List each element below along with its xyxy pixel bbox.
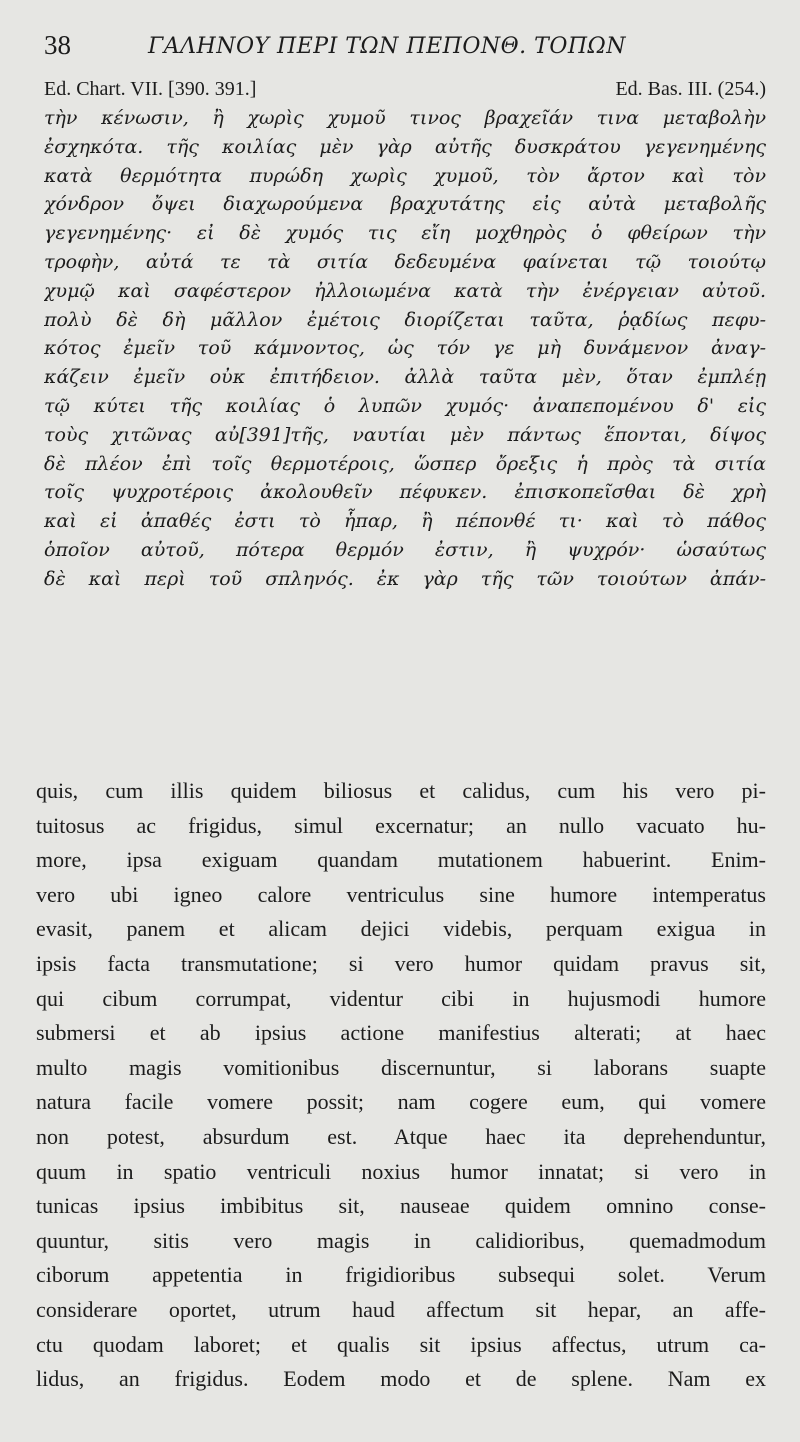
latin-text-line: quis, cum illis quidem biliosus et calidus, cum his vero pi-: [36, 778, 766, 803]
greek-text-line: χόνδρον ὄψει διαχωρούμενα βραχυτάτης εἰς αὐτὰ μεταβολῆς: [44, 193, 766, 216]
greek-text-line: κότος ἐμεῖν τοῦ κάμνοντος, ὡς τόν γε μὴ δυνάμενον ἀναγ-: [44, 337, 766, 360]
page-number: 38: [44, 30, 71, 60]
edition-reference-line: [44, 76, 766, 104]
greek-text-line: δὲ καὶ περὶ τοῦ σπληνός. ἐκ γὰρ τῆς τῶν τοιούτων ἀπάν-: [44, 567, 766, 590]
latin-text-line: evasit, panem et alicam dejici videbis, perquam exigua in: [36, 916, 766, 942]
latin-text-line: tuitosus ac frigidus, simul excernatur; an nullo vacuato hu-: [36, 812, 766, 838]
greek-text-line: πολὺ δὲ δὴ μᾶλλον ἐμέτοις διορίζεται ταῦτα, ῥᾳδίως πεφυ-: [44, 308, 766, 331]
running-title: ΓΑΛΗΝΟΥ ΠΕΡΙ ΤΩΝ ΠΕΠΟΝΘ. ΤΟΠΩΝ: [148, 34, 627, 59]
latin-text-line: tunicas ipsius imbibitus sit, nauseae quidem omnino conse-: [36, 1193, 766, 1219]
latin-text-line: quum in spatio ventriculi noxius humor innatat; si vero in: [36, 1158, 766, 1184]
greek-text-line: καὶ εἰ ἀπαθές ἐστι τὸ ἧπαρ, ἢ πέπονθέ τι· καὶ τὸ πάθος: [44, 510, 766, 533]
latin-text-line: quuntur, sitis vero magis in calidioribus, quemadmodum: [36, 1227, 766, 1253]
greek-text-line: τροφὴν, αὐτά τε τὰ σιτία δεδευμένα φαίνεται τῷ τοιούτῳ: [44, 250, 766, 273]
greek-text-line: χυμῷ καὶ σαφέστερον ἠλλοιωμένα κατὰ τὴν ἐνέργειαν αὐτοῦ.: [44, 279, 766, 302]
edition-reference-chartier: Ed. Chart. VII. [390. 391.]: [44, 78, 257, 100]
greek-text-line: γεγενημένης· εἰ δὲ χυμός τις εἴη μοχθηρὸς ὁ φθείρων τὴν: [44, 222, 766, 245]
latin-text-line: multo magis vomitionibus discernuntur, si laborans suapte: [36, 1054, 766, 1080]
running-head: [44, 30, 766, 66]
greek-text-line: τὴν κένωσιν, ἢ χωρὶς χυμοῦ τινος βραχεῖάν τινα μεταβολὴν: [44, 107, 766, 129]
latin-text-line: natura facile vomere possit; nam cogere eum, qui vomere: [36, 1089, 766, 1115]
greek-text-line: τοῖς ψυχροτέροις ἀκολουθεῖν πέφυκεν. ἐπισκοπεῖσθαι δὲ χρὴ: [44, 481, 766, 504]
latin-text-line: lidus, an frigidus. Eodem modo et de splene. Nam ex: [36, 1366, 766, 1392]
greek-text-line: ἐσχηκότα. τῆς κοιλίας μὲν γὰρ αὐτῆς δυσκράτου γεγενημένης: [44, 135, 766, 158]
latin-text-line: more, ipsa exiguam quandam mutationem habuerint. Enim-: [36, 847, 766, 873]
greek-text-line: ὁποῖον αὐτοῦ, πότερα θερμόν ἐστιν, ἢ ψυχρόν· ὡσαύτως: [44, 538, 766, 561]
greek-text-line: κατὰ θερμότητα πυρώδη χωρὶς χυμοῦ, τὸν ἄρτον καὶ τὸν: [44, 164, 766, 187]
greek-text-line: τοὺς χιτῶνας αὐ[391]τῆς, ναυτίαι μὲν πάντως ἕπονται, δίψος: [44, 423, 766, 446]
greek-text-line: κάζειν ἐμεῖν οὐκ ἐπιτήδειον. ἀλλὰ ταῦτα μὲν, ὅταν ἐμπλέῃ: [44, 366, 766, 389]
latin-text-line: qui cibum corrumpat, videntur cibi in hujusmodi humore: [36, 985, 766, 1011]
greek-text-line: τῷ κύτει τῆς κοιλίας ὁ λυπῶν χυμός· ἀναπεπομένου δ' εἰς: [44, 394, 766, 417]
greek-text-line: δὲ πλέον ἐπὶ τοῖς θερμοτέροις, ὥσπερ ὄρεξις ἡ πρὸς τὰ σιτία: [44, 452, 766, 475]
latin-text-line: non potest, absurdum est. Atque haec ita deprehenduntur,: [36, 1123, 766, 1149]
edition-reference-basel: Ed. Bas. III. (254.): [615, 78, 766, 100]
greek-text-block: [44, 104, 766, 594]
latin-text-line: vero ubi igneo calore ventriculus sine humore intemperatus: [36, 881, 766, 907]
latin-text-line: ctu quodam laboret; et qualis sit ipsius affectus, utrum ca-: [36, 1331, 766, 1357]
latin-text-line: submersi et ab ipsius actione manifestius alterati; at haec: [36, 1020, 766, 1046]
latin-text-line: considerare oportet, utrum haud affectum sit hepar, an affe-: [36, 1296, 766, 1322]
latin-text-block: [36, 774, 766, 1397]
latin-text-line: ipsis facta transmutatione; si vero humor quidam pravus sit,: [36, 950, 766, 976]
latin-text-line: ciborum appetentia in frigidioribus subsequi solet. Verum: [36, 1262, 766, 1288]
